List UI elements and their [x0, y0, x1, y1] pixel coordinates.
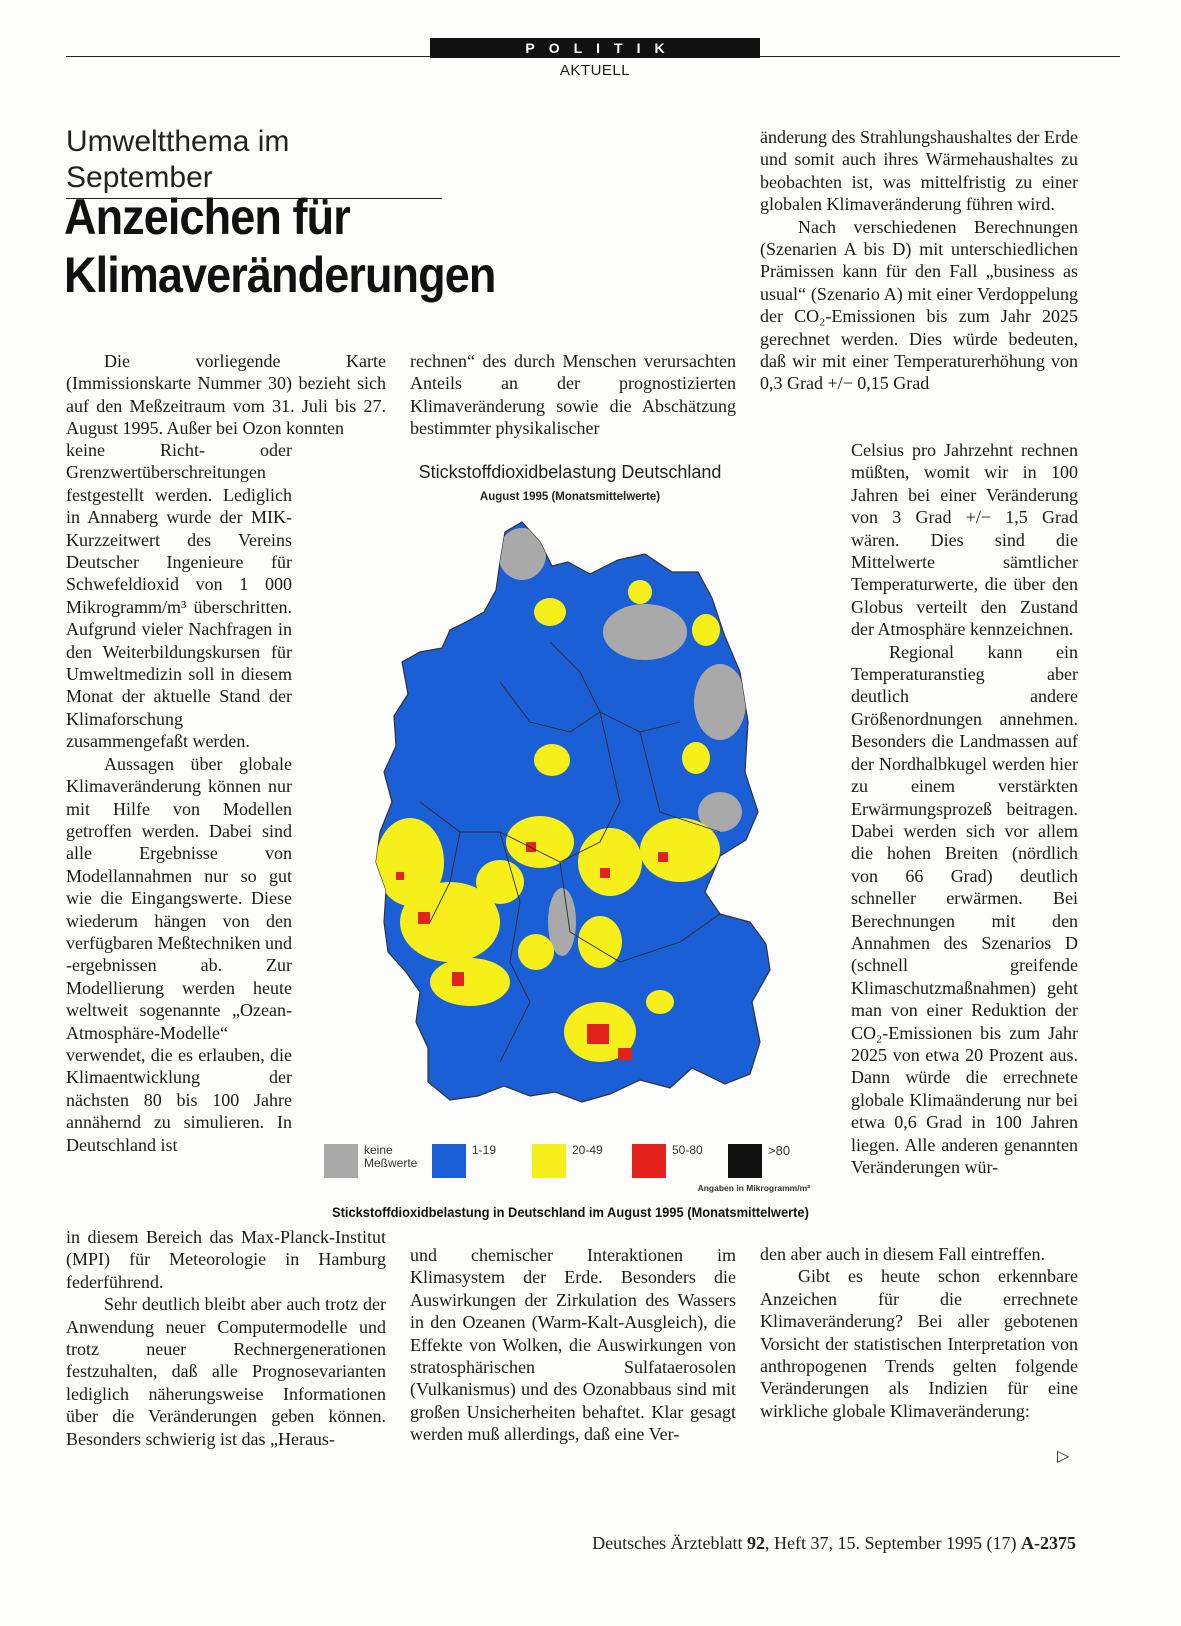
zone-20-49 [646, 990, 674, 1014]
legend-unit-note: Angaben in Mikrogramm/m³ [697, 1183, 810, 1193]
page-footer [536, 1533, 1076, 1554]
page-number: A-2375 [1021, 1533, 1076, 1553]
paragraph: Regional kann ein Temperaturanstieg aber deutlich andere Größenordnungen annehmen. Besonders die Landmassen auf der Nordhalbkugel werden hier zu einem verstärkten Erwärmungsprozeß beitragen. Dabei werden sich vor allem die hohen Breiten (nördlich von 66 Grad) deutlich schneller erwärmen. Bei Berechnungen mit den Annahmen des Szenarios D (schnell greifende Klimaschutzmaßnahmen) geht man von einer Reduktion der CO₂-Emissionen bis zum Jahr 2025 von etwa 20 Prozent aus. Dann würde die errechnete globale Klimaänderung nur bei etwa 0,6 Grad in 100 Jahren liegen. Alle anderen genannten Veränderungen wür- [851, 641, 1078, 1177]
germany-map [300, 502, 840, 1132]
subsection-label: AKTUELL [559, 62, 631, 79]
column-1-top [66, 350, 386, 440]
column-3-wrap [851, 439, 1078, 1178]
column-2-bottom [410, 1244, 736, 1446]
column-2-top [410, 350, 736, 440]
figure-subtitle: August 1995 (Monatsmittelwerte) [479, 491, 661, 503]
paragraph: Aussagen über globale Klimaveränderung können nur mit Hilfe von Modellen getroffen werden. Dabei sind alle Ergebnisse von Modellannahmen nur so gut wie die Eingangswerte. Diese wiederum hängen von den verfügbaren Meßtechniken und -ergebnissen ab. Zur Modellierung werden heute weltweit sogenannte „Ozean-Atmosphäre-Modelle“ verwendet, die es erlauben, die Klimaentwicklung der nächsten 80 bis 100 Jahre annähernd zu simulieren. In Deutschland ist [66, 753, 292, 1155]
zone-50-80 [396, 872, 404, 880]
legend-swatch [532, 1144, 566, 1178]
map-legend [324, 1140, 834, 1180]
paragraph: rechnen“ des durch Menschen verursachten Anteils an der prognostizierten Klimaveränderung sowie die Abschätzung bestimmter physikalischer [410, 351, 736, 439]
column-1-bottom [66, 1226, 386, 1450]
no2-map-figure [300, 452, 840, 1230]
paragraph: Die vorliegende Karte (Immissionskarte Nummer 30) bezieht sich auf den Meßzeitraum vom 31. Juli bis 27. August 1995. Außer bei Ozon konnten [66, 351, 386, 439]
paragraph: Nach verschiedenen Berechnungen (Szenarien A bis D) mit unterschiedlichen Prämissen kann für den Fall „business as usual“ (Szenario A) mit einer Verdoppelung der CO₂-Emissionen bis zum Jahr 2025 gerechnet werden. Dies würde bedeuten, daß wir mit einer Temperaturerhöhung von 0,3 Grad +/− 0,15 Grad [760, 216, 1078, 394]
zone-50-80 [618, 1048, 632, 1060]
continue-arrow-icon: ▷ [1057, 1446, 1070, 1465]
zone-20-49 [692, 614, 720, 646]
figure-title: Stickstoffdioxidbelastung Deutschland [418, 462, 722, 482]
zone-20-49 [628, 580, 652, 604]
volume-number: 92 [747, 1533, 766, 1553]
zone-50-80 [600, 868, 610, 878]
paragraph: Gibt es heute schon erkennbare Anzeichen für die errechnete Klimaveränderung? Bei aller gebotenen Vorsicht der statistischen Interpretation von anthropogenen Trends gelten folgende Veränderungen als Indizien für eine wirkliche globale Klimaveränderung: [760, 1266, 1078, 1421]
column-1-wrap [66, 439, 292, 1156]
legend-swatch [432, 1144, 466, 1178]
article-kicker: Umweltthema im September [66, 124, 442, 199]
headline-line-1: Anzeichen für [64, 189, 350, 245]
paragraph: Sehr deutlich bleibt aber auch trotz der Anwendung neuer Computermodelle und trotz neuer Rechnergenerationen festzuhalten, daß alle Prognosevarianten lediglich näherungsweise Informationen über die Veränderungen geben können. Besonders schwierig ist das „Heraus- [66, 1294, 386, 1449]
paragraph: in diesem Bereich das Max-Planck-Institut (MPI) für Meteorologie in Hamburg federführend. [66, 1227, 386, 1292]
journal-name: Deutsches Ärzteblatt [592, 1533, 743, 1553]
headline-line-2: Klimaveränderungen [64, 247, 496, 303]
zone-50-80 [452, 972, 464, 986]
legend-swatch [728, 1144, 762, 1178]
zone-20-49 [682, 742, 710, 774]
section-tag: POLITIK [430, 38, 760, 58]
zone-no-data [603, 604, 687, 660]
zone-no-data [426, 620, 446, 640]
figure-caption: Stickstoffdioxidbelastung in Deutschland im August 1995 (Monatsmittelwerte) [332, 1204, 809, 1220]
legend-swatch [632, 1144, 666, 1178]
zone-20-49 [534, 598, 566, 626]
paragraph: Celsius pro Jahrzehnt rechnen müßten, womit wir in 100 Jahren bei einer Veränderung von 3 Grad +/− 1,5 Grad wären. Dies sind die Mittelwerte sämtlicher Temperaturwerte, die über den Globus verteilt den Zustand der Atmosphäre kennzeichnen. [851, 440, 1078, 640]
issue-date: , Heft 37, 15. September 1995 (17) [765, 1533, 1017, 1553]
zone-50-80 [658, 852, 668, 862]
paragraph: den aber auch in diesem Fall eintreffen. [760, 1244, 1046, 1264]
paragraph: änderung des Strahlungshaushaltes der Erde und somit auch ihres Wärmehaushaltes zu beobachten ist, was mittelfristig zu einer globalen Klimaveränderung führen wird. [760, 127, 1078, 215]
legend-label: keine Meßwerte [364, 1143, 418, 1170]
paragraph: und chemischer Interaktionen im Klimasystem der Erde. Besonders die Auswirkungen der Zirkulation des Wassers in den Ozeanen (Warm-Kalt-Ausgleich), die Effekte von Wolken, die Auswirkungen von stratosphärischen Sulfataerosolen (Vulkanismus) und des Ozonabbaus sind mit großen Unsicherheiten behaftet. Klar gesagt werden muß allerdings, daß eine Ver- [410, 1245, 736, 1445]
paragraph: keine Richt- oder Grenzwertüberschreitungen festgestellt werden. Lediglich in Annaberg wurde der MIK-Kurzzeitwert des Vereins Deutscher Ingenieure für Schwefeldioxid von 1 000 Mikrogramm/m³ überschritten. Aufgrund vieler Nachfragen in den Weiterbildungskursen für Umweltmedizin soll in diesem Monat der aktuelle Stand der Klimaforschung zusammengefaßt werden. [66, 440, 292, 752]
zone-50-80 [418, 912, 430, 924]
legend-label: 50-80 [672, 1143, 703, 1157]
zone-20-49 [534, 744, 570, 776]
column-3-top [760, 126, 1078, 395]
legend-label: 20-49 [572, 1143, 603, 1157]
legend-label: 1-19 [472, 1143, 497, 1157]
legend-swatch [324, 1144, 358, 1178]
zone-no-data [694, 664, 746, 740]
zone-20-49 [578, 916, 622, 968]
article-headline [64, 188, 694, 304]
zone-50-80 [587, 1024, 609, 1044]
column-3-bottom [760, 1243, 1078, 1422]
zone-20-49 [518, 934, 554, 970]
zone-20-49 [430, 958, 510, 1006]
zone-no-data [498, 528, 546, 580]
zone-20-49 [578, 828, 642, 896]
zone-20-49 [476, 860, 524, 904]
legend-label: >80 [768, 1143, 791, 1158]
